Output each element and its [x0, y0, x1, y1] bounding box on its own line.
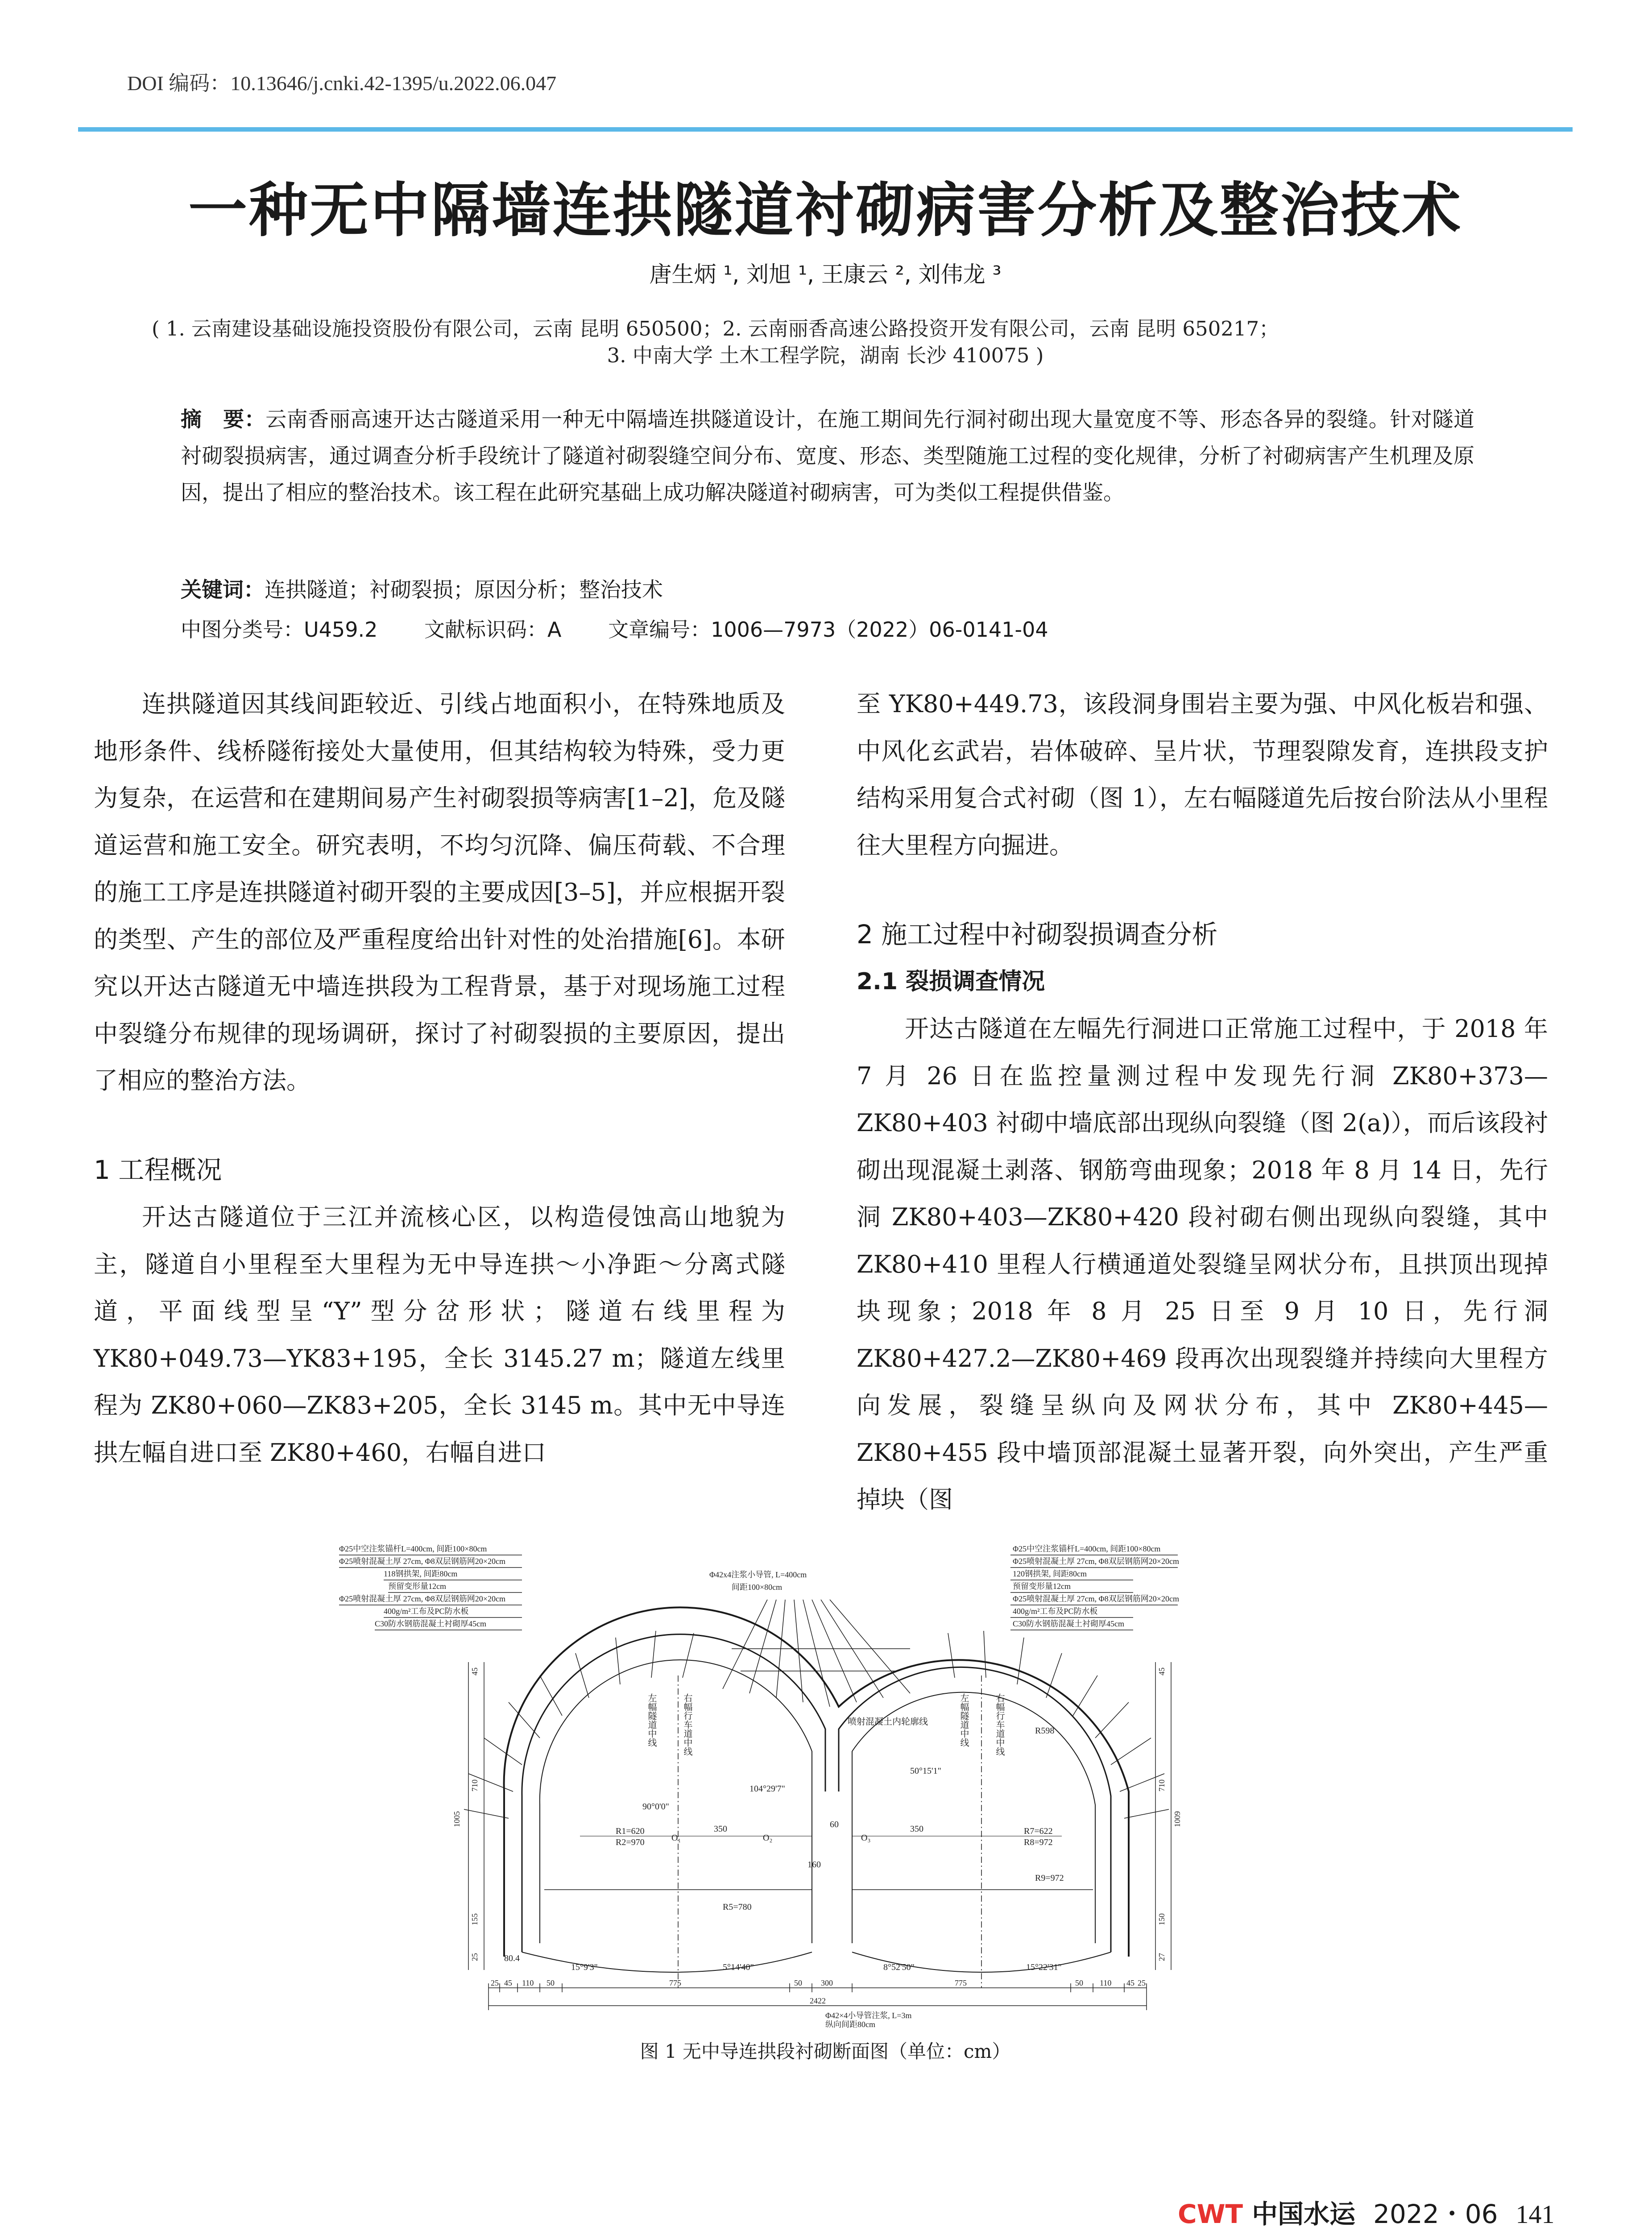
right-note-3: 120钢拱架, 间距80cm: [1013, 1569, 1087, 1578]
top-note-2: 间距100×80cm: [732, 1583, 783, 1592]
bottom-dimension-chain: [489, 1978, 1147, 2010]
bottom-angle-2: 5°14'40": [723, 1962, 754, 1972]
left-centerline-label: 左幅隧道中线: [646, 1693, 656, 1747]
section-2-heading: 2 施工过程中衬砌裂损调查分析: [857, 919, 1218, 950]
left-column: [94, 680, 785, 1476]
section-1-paragraph: 开达古隧道位于三江并流核心区，以构造侵蚀高山地貌为主，隧道自小里程至大里程为无中导连拱～小净距～分离式隧道，平面线型呈“Y”型分岔形状；隧道右线里程为 YK80+049.73—YK83+195，全长 3145.27 m；隧道左线里程为 ZK80+060—ZK83+205，全长 3145 m。其中无中导连拱左幅自进口至 ZK80+460，右幅自进口: [94, 1203, 785, 1467]
bottom-angle-1: 15°9'3": [571, 1962, 598, 1972]
bottom-note: [825, 2011, 911, 2028]
top-note-1: Φ42x4注浆小导管, L=400cm: [709, 1570, 807, 1579]
bottom-note-1: Φ42×4小导管注浆, L=3m: [825, 2011, 912, 2020]
dim-right-1009: 1009: [1173, 1811, 1182, 1827]
r9-label: R9=972: [1035, 1873, 1064, 1883]
affiliation-line-2: 3. 中南大学 土木工程学院，湖南 长沙 410075 ): [607, 344, 1044, 367]
angle-label-2: 90°0'0": [642, 1802, 669, 1812]
o3-label: O₃: [861, 1833, 871, 1843]
left-note-3: 118钢拱架, 间距80cm: [384, 1569, 458, 1578]
figure-caption: 图 1 无中导连拱段衬砌断面图（单位：cm）: [640, 2040, 1011, 2062]
left-note-2: Φ25喷射混凝土厚 27cm, Φ8双层钢筋网20×20cm: [339, 1557, 505, 1566]
dim-left-25: 25: [470, 1953, 479, 1961]
keywords-text: 连拱隧道；衬砌裂损；原因分析；整治技术: [265, 578, 663, 602]
left-note-5: Φ25喷射混凝土厚 27cm, Φ8双层钢筋网20×20cm: [339, 1594, 505, 1603]
section-2-1-paragraph: 开达古隧道在左幅先行洞进口正常施工过程中，于 2018 年 7 月 26 日在监控量测过程中发现先行洞 ZK80+373—ZK80+403 衬砌中墙底部出现纵向裂缝（图 2(a)），而后该段衬砌出现混凝土剥落、钢筋弯曲现象；2018 年 8 月 14 日，先行洞 ZK80+403—ZK80+420 段衬砌右侧出现纵向裂缝，其中 ZK80+410 里程人行横通道处裂缝呈网状分布，且拱顶出现掉块现象；2018 年 8 月 25 日至 9 月 10 日，先行洞 ZK80+427.2—ZK80+469 段再次出现裂缝并持续向大里程方向发展，裂缝呈纵向及网状分布，其中 ZK80+445—ZK80+455 段中墙顶部混凝土显著开裂，向外突出，产生严重掉块（图: [857, 1015, 1548, 1514]
right-note-1: Φ25中空注浆锚杆L=400cm, 间距100×80cm: [1013, 1544, 1161, 1553]
section-1-continuation: 至 YK80+449.73，该段洞身围岩主要为强、中风化板岩和强、中风化玄武岩，岩体破碎、呈片状，节理裂隙发育，连拱段支护结构采用复合式衬砌（图 1），左右幅隧道先后按台阶法从小里程往大里程方向掘进。: [857, 690, 1548, 859]
keywords-label: 关键词：: [181, 578, 265, 602]
document-code: 文献标识码：A: [424, 618, 562, 642]
dim-80-4: 80.4: [504, 1953, 520, 1963]
dim-160: 160: [807, 1860, 821, 1870]
article-number: 文章编号：1006—7973（2022）06-0141-04: [608, 618, 1048, 642]
bottom-dim-7: 50: [794, 1978, 802, 1987]
r1-label: R1=620: [616, 1826, 645, 1836]
keywords: [181, 573, 663, 603]
issue-date: 2022・06: [1373, 2199, 1498, 2229]
bottom-dim-12: 25: [1138, 1978, 1146, 1987]
o1-label: O₁: [671, 1833, 681, 1843]
bottom-note-2: 纵向间距80cm: [825, 2020, 875, 2028]
tunnel-outlines: [504, 1607, 1129, 1972]
clc-number: 中图分类号：U459.2: [181, 618, 378, 642]
bottom-dim-1: 25: [491, 1978, 499, 1987]
abstract: [181, 402, 1474, 511]
tunnel-cross-section-figure: [330, 1542, 1298, 2028]
right-note-stack: [1010, 1544, 1179, 1630]
right-lane-label: 右幅行车道中线: [994, 1693, 1004, 1756]
r8-label: R8=972: [1024, 1837, 1053, 1847]
page-footer: [1178, 2193, 1555, 2231]
r2-label: R2=970: [616, 1837, 645, 1847]
dim-350-right: 350: [910, 1824, 923, 1834]
o2-label: O₂: [763, 1833, 773, 1843]
abstract-text: 云南香丽高速开达古隧道采用一种无中隔墙连拱隧道设计，在施工期间先行洞衬砌出现大量宽度不等、形态各异的裂缝。针对隧道衬砌裂损病害，通过调查分析手段统计了隧道衬砌裂缝空间分布、宽度、形态、类型随施工过程的变化规律，分析了衬砌病害产生机理及原因，提出了相应的整治技术。该工程在此研究基础上成功解决隧道衬砌病害，可为类似工程提供借鉴。: [181, 407, 1474, 505]
author-list: 唐生炳 ¹, 刘旭 ¹, 王康云 ², 刘伟龙 ³: [649, 261, 1002, 287]
dim-60: 60: [830, 1820, 839, 1829]
left-note-4: 预留变形量12cm: [388, 1582, 446, 1591]
left-note-7: C30防水钢筋混凝土衬砌厚45cm: [375, 1619, 486, 1628]
right-note-4: 预留变形量12cm: [1013, 1582, 1071, 1591]
right-note-5: Φ25喷射混凝土厚 27cm, Φ8双层钢筋网20×20cm: [1013, 1594, 1179, 1603]
bottom-dim-5: 775: [669, 1978, 681, 1987]
left-dimension-chain: [452, 1662, 484, 1970]
rock-bolts: [464, 1600, 1169, 1818]
right-note-6: 400g/m²工布及PC防水板: [1013, 1607, 1098, 1616]
abstract-label: 摘 要：: [181, 407, 266, 432]
left-lane-label: 右幅行车道中线: [682, 1693, 692, 1756]
bottom-dim-10: 110: [1100, 1978, 1112, 1987]
left-note-6: 400g/m²工布及PC防水板: [384, 1607, 469, 1616]
doi-line: DOI 编码：10.13646/j.cnki.42-1395/u.2022.06.047: [127, 72, 557, 95]
bottom-dim-4: 50: [547, 1978, 555, 1987]
classification-line: [181, 614, 1089, 643]
journal-name: 中国水运: [1252, 2199, 1356, 2229]
r598-label: R598: [1035, 1726, 1055, 1736]
inner-contour-label: 喷射混凝土内轮廓线: [848, 1717, 928, 1727]
right-note-7: C30防水钢筋混凝土衬砌厚45cm: [1013, 1619, 1124, 1628]
dim-right-710: 710: [1157, 1779, 1166, 1791]
bottom-angle-3: 8°52'50": [883, 1962, 915, 1972]
right-note-2: Φ25喷射混凝土厚 27cm, Φ8双层钢筋网20×20cm: [1013, 1557, 1179, 1566]
section-1-heading: 1 工程概况: [94, 1154, 222, 1185]
right-centerline-label: 左幅隧道中线: [959, 1693, 969, 1747]
dim-350-left: 350: [714, 1824, 727, 1834]
figure-labels: [504, 1693, 1064, 1972]
journal-logo: CWT: [1178, 2199, 1243, 2229]
intro-paragraph: 连拱隧道因其线间距较近、引线占地面积小，在特殊地质及地形条件、线桥隧衔接处大量使用，但其结构较为特殊，受力更为复杂，在运营和在建期间易产生衬砌裂损等病害[1–2]，危及隧道运营和施工安全。研究表明，不均匀沉降、偏压荷载、不合理的施工工序是连拱隧道衬砌开裂的主要成因[3–5]，并应根据开裂的类型、产生的部位及严重程度给出针对性的处治措施[6]。本研究以开达古隧道无中墙连拱段为工程背景，基于对现场施工过程中裂缝分布规律的现场调研，探讨了衬砌裂损的主要原因，提出了相应的整治方法。: [94, 690, 785, 1095]
dim-right-150: 150: [1157, 1913, 1166, 1925]
bottom-angle-4: 15°22'31": [1026, 1962, 1062, 1972]
paper-title: 一种无中隔墙连拱隧道衬砌病害分析及整治技术: [188, 176, 1462, 245]
page-number: 141: [1515, 2200, 1555, 2229]
bottom-dim-6: 300: [821, 1978, 833, 1987]
top-note: [709, 1570, 807, 1592]
left-note-stack: [339, 1544, 522, 1630]
section-2-1-heading: 2.1 裂损调查情况: [857, 968, 1045, 995]
bottom-dim-2: 45: [504, 1978, 512, 1987]
dim-left-710: 710: [470, 1779, 479, 1791]
dim-left-155: 155: [470, 1913, 479, 1925]
bottom-dim-9: 50: [1075, 1978, 1083, 1987]
affiliation-line-1: ( 1. 云南建设基础设施投资股份有限公司，云南 昆明 650500；2. 云南丽香高速公路投资开发有限公司，云南 昆明 650217；: [152, 317, 1279, 340]
right-dimension-chain: [1155, 1662, 1182, 1970]
bottom-dim-11: 45: [1126, 1978, 1134, 1987]
r7-label: R7=622: [1024, 1826, 1053, 1836]
angle-label-3: 50°15'1": [910, 1766, 941, 1776]
right-column: [857, 680, 1548, 1523]
r5-label: R5=780: [723, 1902, 752, 1912]
dim-right-27: 27: [1157, 1953, 1166, 1961]
total-width: 2422: [810, 1996, 826, 2005]
dim-right-45: 45: [1157, 1667, 1166, 1675]
bottom-dim-8: 775: [955, 1978, 967, 1987]
angle-label-1: 104°29'7": [749, 1784, 785, 1794]
header-rule: [78, 127, 1573, 132]
dim-left-1005: 1005: [452, 1811, 461, 1827]
bottom-dim-3: 110: [522, 1978, 534, 1987]
dim-left-45: 45: [470, 1667, 479, 1675]
left-note-1: Φ25中空注浆锚杆L=400cm, 间距100×80cm: [339, 1544, 487, 1553]
